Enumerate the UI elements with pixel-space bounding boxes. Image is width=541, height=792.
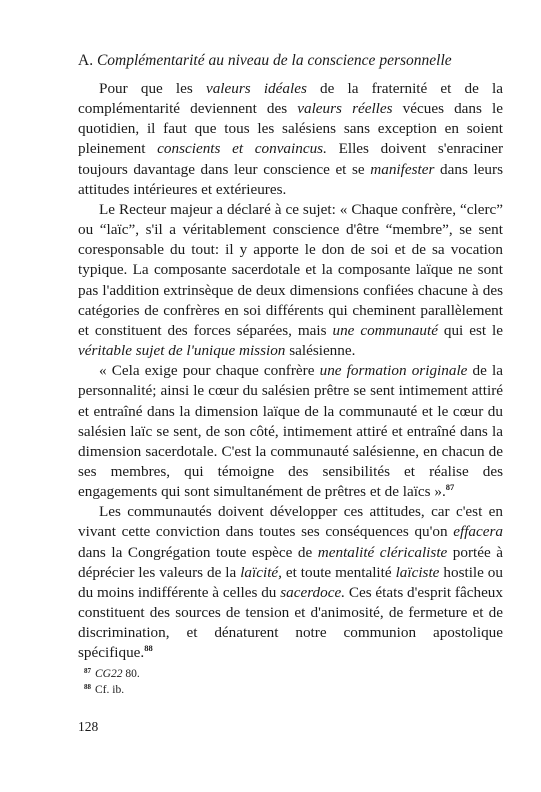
paragraph-text: de la personnalité; ainsi le cœur du salésien prêtre se sent intimement attiré et entraîné dans la dimension laïque de la communauté et le cœur du salésien laïc se sent, de son côté, intimement attiré et entraîné dans la dimension sacerdotale. C'est la communauté salésienne, en chacun de ses membres, qui témoigne des sensibilités et réalise des engagements qui sont simultanément de prêtres et de laïcs ». [78,362,503,501]
emphasis-text: manifester [370,160,435,178]
paragraph [78,200,503,361]
section-letter: A. [78,52,94,69]
footnote-number: 87 [84,667,91,675]
emphasis-text: laïcité, [240,563,282,581]
emphasis-text: valeurs réelles [297,100,393,118]
emphasis-text: une formation originale [319,362,468,380]
paragraph-text: salésienne. [285,342,356,360]
paragraph-text: dans leurs attitudes intérieures et extérieures. [78,160,503,198]
paragraph-text: Le Recteur majeur a déclaré à ce sujet: « Chaque confrère, “clerc” ou “laïc”, s'il a véritablement conscience d'être “membre”, se sent coresponsable du tout: il y apporte le don de soi et de sa vocation typique. La composante sacerdotale et la composante laïque ne sont pas l'addition extrinsèque de deux dimensions confiées chacune à des catégories de confrères en soi différents qui cheminent parallèlement et constituent des forces séparées, mais [78,200,503,339]
footnote [78,666,503,682]
footnote-marker: 88 [144,643,153,654]
section-title: Complémentarité au niveau de la conscience personnelle [96,52,452,69]
paragraph-text: Les communautés doivent développer ces attitudes, car c'est en vivant cette conviction dans toutes ses conséquences qu'on [78,503,503,541]
footnote-number: 88 [84,683,91,691]
section-heading [78,51,508,71]
paragraph-text: portée à déprécier les valeurs de la [78,543,504,581]
emphasis-text: véritable sujet de l'unique mission [78,342,286,360]
footnote [78,682,503,698]
emphasis-text: laïciste [395,563,440,581]
paragraph-text: hostile ou du moins indifférente à celles du [78,563,503,601]
body-text [78,79,503,664]
paragraph-text: de la fraternité et de la complémentarité deviennent des [78,80,503,118]
footnote-text: 80. [122,668,140,680]
emphasis-text: une communauté [332,321,438,339]
footnote-marker: 87 [445,482,455,493]
paragraph-text: dans la Congrégation toute espèce de [78,543,318,561]
emphasis-text: valeurs idéales [205,80,307,97]
paragraph-text: Elles doivent s'enraciner toujours davantage dans leur conscience et se [78,140,504,178]
paragraph-text: Pour que les [99,80,206,97]
footnotes [78,666,503,698]
paragraph [78,79,503,200]
paragraph [78,502,503,663]
emphasis-text: effacera [453,523,503,541]
paragraph-text: qui est le [437,321,503,339]
footnote-text: Cf. ib. [95,684,125,696]
footnote-reference: CG22 [95,668,123,680]
paragraph [78,361,503,502]
paragraph-text: et toute mentalité [281,563,396,581]
emphasis-text: conscients et convaincus. [157,140,327,158]
paragraph-text: Ces états d'esprit fâcheux constituent des sources de tension et d'animosité, de fermeture et de discrimination, et dénaturent notre communion apostolique spécifique. [78,583,503,662]
paragraph-text: vécues dans le quotidien, il faut que tous les salésiens sans exception en soient pleinement [78,100,503,158]
emphasis-text: sacerdoce. [280,583,346,601]
page-number: 128 [78,719,99,734]
paragraph-text: « Cela exige pour chaque confrère [99,362,320,380]
emphasis-text: mentalité cléricaliste [317,543,448,561]
